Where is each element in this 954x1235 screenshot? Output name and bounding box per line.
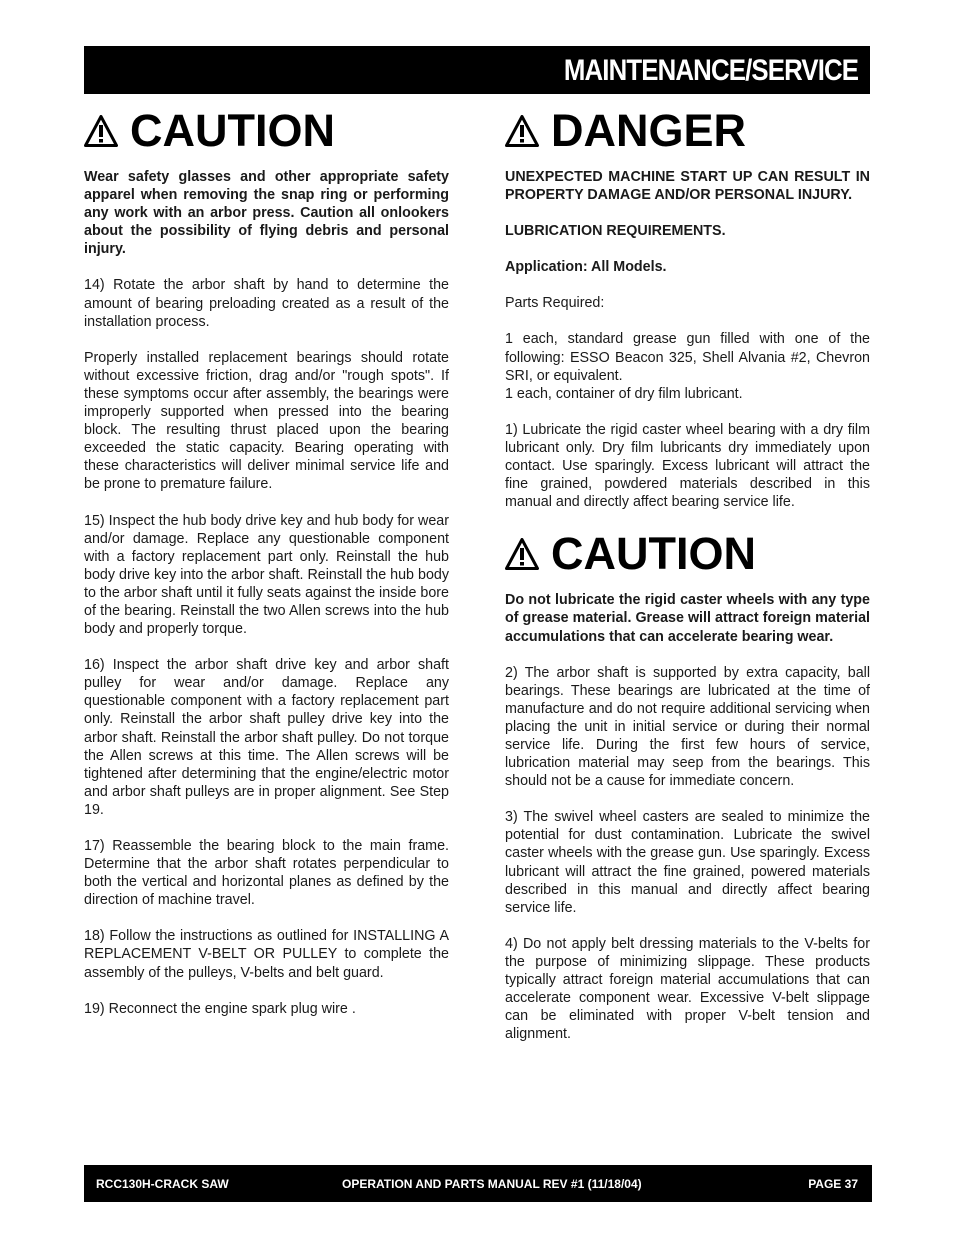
section-header-bar bbox=[84, 46, 870, 94]
lubrication-heading: LUBRICATION REQUIREMENTS. bbox=[505, 223, 726, 240]
danger-heading: DANGER bbox=[551, 105, 747, 156]
danger-signal bbox=[505, 106, 870, 156]
step-14: 14) Rotate the arbor shaft by hand to determine the amount of bearing preloading created as a result of the installation process. bbox=[84, 277, 449, 330]
warning-triangle-icon bbox=[84, 115, 118, 147]
step-18: 18) Follow the instructions as outlined for INSTALLING A REPLACEMENT V-BELT OR PULLEY to complete the assembly of the pulleys, V-belts and belt guard. bbox=[84, 928, 449, 981]
step-17: 17) Reassemble the bearing block to the main frame. Determine that the arbor shaft rotates perpendicular to both the vertical and horizontal planes as defined by the direction of machine travel. bbox=[84, 838, 449, 909]
page-footer bbox=[84, 1165, 872, 1202]
section-title: MAINTENANCE/SERVICE bbox=[563, 54, 858, 87]
step-15: 15) Inspect the hub body drive key and hub body for wear and/or damage. Replace any questionable component with a factory replacement part only. Reinstall the hub body drive key into the arbor shaft. Reinstall the hub body to the arbor shaft until it fully seats against the inside bore of the bearing. Reinstall the two Allen screws into the hub body and properly torque. bbox=[84, 512, 449, 638]
caution-heading-right: CAUTION bbox=[551, 528, 756, 580]
lube-step-4: 4) Do not apply belt dressing materials to the V-belts for the purpose of minimizing slippage. These products typically attract foreign material accumulations that can accelerate component wear. Excessive V-belt slippage can be eliminated with proper V-belt tension and alignment. bbox=[505, 935, 870, 1043]
parts-item-dry-film: 1 each, container of dry film lubricant. bbox=[505, 385, 743, 402]
footer-model: RCC130H-CRACK SAW bbox=[96, 1177, 229, 1191]
footer-page-number: PAGE 37 bbox=[808, 1177, 858, 1191]
parts-item-grease-gun: 1 each, standard grease gun filled with one of the following: ESSO Beacon 325, Shell Alvania #2, Chevron SRI, or equivalent. bbox=[505, 331, 870, 384]
caution-warning-text: Wear safety glasses and other appropriate safety apparel when removing the snap ring or performing any work with an arbor press. Caution all onlookers about the possibility of flying debris and personal injury. bbox=[84, 169, 449, 258]
caution-signal-right bbox=[505, 529, 870, 579]
danger-warning-text: UNEXPECTED MACHINE START UP CAN RESULT IN PROPERTY DAMAGE AND/OR PERSONAL INJURY. bbox=[505, 169, 870, 204]
lube-step-2: 2) The arbor shaft is supported by extra capacity, ball bearings. These bearings are lubricated at the time of manufacture and do not require additional servicing when placing the unit in initial service or during their normal service life. During the first few hours of service, lubrication material may seep from the bearings. This should not be a cause for immediate concern. bbox=[505, 664, 870, 790]
step-19: 19) Reconnect the engine spark plug wire . bbox=[84, 1000, 356, 1017]
warning-triangle-icon bbox=[505, 115, 539, 147]
right-column bbox=[505, 106, 870, 1061]
footer-manual-title: OPERATION AND PARTS MANUAL REV #1 (11/18/04) bbox=[342, 1177, 642, 1191]
warning-triangle-icon bbox=[505, 538, 539, 570]
step-16: 16) Inspect the arbor shaft drive key and arbor shaft pulley for wear and/or damage. Replace any questionable component with a factory replacement part only. Reinstall the arbor shaft pulley drive key into the arbor shaft. Reinstall the arbor shaft pulley. Do not torque the Allen screws at this time. The Allen screws will be tightened after determining that the engine/electric motor and arbor shaft pulleys are in proper alignment. See Step 19. bbox=[84, 657, 449, 818]
application-line: Application: All Models. bbox=[505, 259, 667, 276]
caution-signal-left bbox=[84, 106, 449, 156]
parts-required-label: Parts Required: bbox=[505, 295, 605, 312]
caution-lubrication-text: Do not lubricate the rigid caster wheels with any type of grease material. Grease will attract foreign material accumulations that can accelerate bearing wear. bbox=[505, 592, 870, 645]
bearing-note: Properly installed replacement bearings should rotate without excessive friction, drag and/or "rough spots". If these symptoms occur after assembly, the bearings were improperly supported when pressed into the bearing block. The resulting thrust placed upon the bearing exceeded the static capacity. Bearing operating with these characteristics will deliver minimal service life and be prone to premature failure. bbox=[84, 349, 449, 493]
lube-step-3: 3) The swivel wheel casters are sealed to minimize the potential for dust contamination. Lubricate the swivel caster wheels with the grease gun. Use sparingly. Excess lubricant will attract the fine grained, powered materials described in this manual and directly affect bearing service life. bbox=[505, 809, 870, 916]
lube-step-1: 1) Lubricate the rigid caster wheel bearing with a dry film lubricant only. Dry film lubricants dry immediately upon contact. Use sparingly. Excess lubricant will attract the fine grained, powdered materials described in this manual and directly affect bearing service life. bbox=[505, 421, 870, 511]
left-column bbox=[84, 106, 449, 1036]
caution-heading: CAUTION bbox=[130, 105, 335, 156]
